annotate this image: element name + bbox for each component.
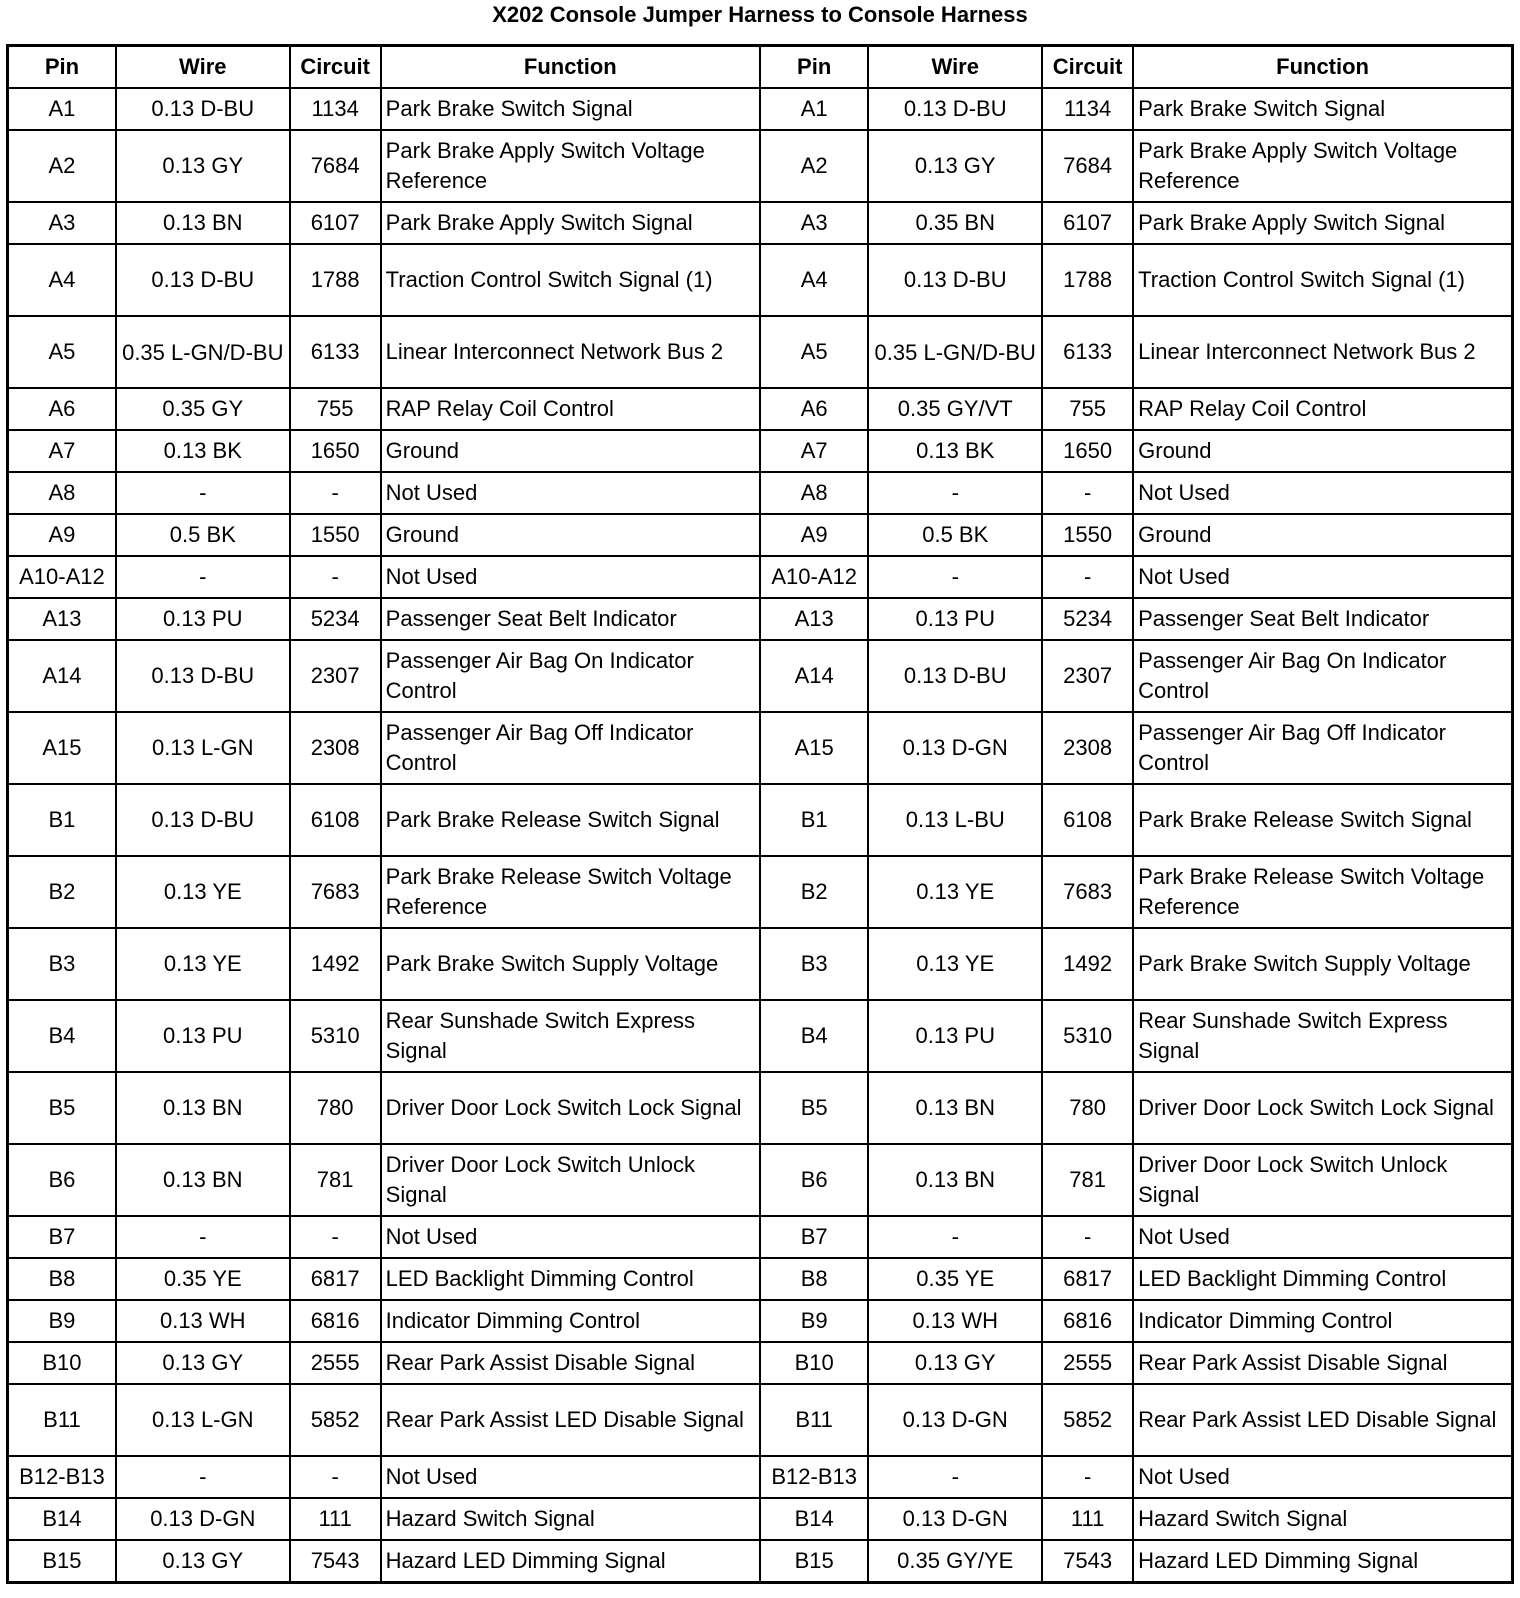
right-pin-cell: B15 (760, 1540, 868, 1583)
left-circuit-cell: 1788 (290, 244, 381, 316)
right-circuit-cell: 1134 (1042, 88, 1133, 130)
right-function-cell: Ground (1133, 514, 1512, 556)
left-pin-cell: A9 (8, 514, 116, 556)
right-function-cell: Hazard Switch Signal (1133, 1498, 1512, 1540)
table-row (8, 1072, 1513, 1144)
right-wire-cell: 0.13 GY (868, 1342, 1042, 1384)
right-wire-cell: - (868, 1216, 1042, 1258)
left-wire-cell: 0.13 GY (116, 1342, 290, 1384)
header-wire-right: Wire (868, 46, 1042, 89)
left-function-cell: Park Brake Apply Switch Signal (381, 202, 760, 244)
left-circuit-cell: 1492 (290, 928, 381, 1000)
left-circuit-cell: 7684 (290, 130, 381, 202)
right-function-cell: Passenger Air Bag Off Indicator Control (1133, 712, 1512, 784)
right-function-cell: Park Brake Switch Signal (1133, 88, 1512, 130)
left-pin-cell: A1 (8, 88, 116, 130)
right-pin-cell: A13 (760, 598, 868, 640)
left-circuit-cell: 5310 (290, 1000, 381, 1072)
right-circuit-cell: 1492 (1042, 928, 1133, 1000)
right-function-cell: Driver Door Lock Switch Lock Signal (1133, 1072, 1512, 1144)
right-function-cell: Park Brake Switch Supply Voltage (1133, 928, 1512, 1000)
left-function-cell: Park Brake Release Switch Signal (381, 784, 760, 856)
left-function-cell: Not Used (381, 1456, 760, 1498)
left-circuit-cell: 111 (290, 1498, 381, 1540)
left-pin-cell: B12-B13 (8, 1456, 116, 1498)
right-circuit-cell: 5310 (1042, 1000, 1133, 1072)
left-pin-cell: A14 (8, 640, 116, 712)
left-pin-cell: A6 (8, 388, 116, 430)
right-circuit-cell: 7543 (1042, 1540, 1133, 1583)
left-circuit-cell: 7543 (290, 1540, 381, 1583)
right-function-cell: Rear Sunshade Switch Express Signal (1133, 1000, 1512, 1072)
left-pin-cell: B9 (8, 1300, 116, 1342)
left-pin-cell: A4 (8, 244, 116, 316)
right-circuit-cell: 6817 (1042, 1258, 1133, 1300)
left-circuit-cell: - (290, 1456, 381, 1498)
right-wire-cell: 0.13 BN (868, 1144, 1042, 1216)
left-pin-cell: A3 (8, 202, 116, 244)
table-row (8, 1498, 1513, 1540)
right-function-cell: Linear Interconnect Network Bus 2 (1133, 316, 1512, 388)
right-function-cell: Not Used (1133, 472, 1512, 514)
right-wire-cell: 0.13 D-GN (868, 1384, 1042, 1456)
right-wire-cell: 0.5 BK (868, 514, 1042, 556)
left-pin-cell: B7 (8, 1216, 116, 1258)
left-wire-cell: 0.13 YE (116, 856, 290, 928)
right-pin-cell: B14 (760, 1498, 868, 1540)
left-circuit-cell: 6816 (290, 1300, 381, 1342)
left-wire-cell: 0.35 YE (116, 1258, 290, 1300)
table-row (8, 472, 1513, 514)
table-row (8, 1300, 1513, 1342)
left-function-cell: Ground (381, 430, 760, 472)
right-wire-cell: 0.13 D-BU (868, 88, 1042, 130)
left-pin-cell: B6 (8, 1144, 116, 1216)
left-function-cell: Hazard LED Dimming Signal (381, 1540, 760, 1583)
right-function-cell: Traction Control Switch Signal (1) (1133, 244, 1512, 316)
left-wire-cell: - (116, 556, 290, 598)
table-row (8, 556, 1513, 598)
left-wire-cell: 0.13 BN (116, 202, 290, 244)
right-function-cell: Park Brake Apply Switch Voltage Reference (1133, 130, 1512, 202)
right-function-cell: Not Used (1133, 1456, 1512, 1498)
left-circuit-cell: - (290, 1216, 381, 1258)
right-pin-cell: A4 (760, 244, 868, 316)
right-pin-cell: B12-B13 (760, 1456, 868, 1498)
left-function-cell: Park Brake Release Switch Voltage Reference (381, 856, 760, 928)
table-body (8, 88, 1513, 1583)
table-row (8, 316, 1513, 388)
right-pin-cell: B6 (760, 1144, 868, 1216)
right-function-cell: Park Brake Release Switch Signal (1133, 784, 1512, 856)
left-function-cell: Park Brake Switch Supply Voltage (381, 928, 760, 1000)
right-circuit-cell: 780 (1042, 1072, 1133, 1144)
left-pin-cell: B10 (8, 1342, 116, 1384)
table-row (8, 784, 1513, 856)
right-pin-cell: B10 (760, 1342, 868, 1384)
table-row (8, 244, 1513, 316)
right-circuit-cell: 5234 (1042, 598, 1133, 640)
right-pin-cell: B4 (760, 1000, 868, 1072)
header-circuit-right: Circuit (1042, 46, 1133, 89)
left-circuit-cell: - (290, 556, 381, 598)
right-function-cell: LED Backlight Dimming Control (1133, 1258, 1512, 1300)
left-pin-cell: B2 (8, 856, 116, 928)
right-pin-cell: B1 (760, 784, 868, 856)
left-wire-cell: 0.13 D-BU (116, 640, 290, 712)
left-circuit-cell: 6817 (290, 1258, 381, 1300)
right-circuit-cell: 6108 (1042, 784, 1133, 856)
right-pin-cell: A10-A12 (760, 556, 868, 598)
left-wire-cell: - (116, 1216, 290, 1258)
header-pin-right: Pin (760, 46, 868, 89)
left-function-cell: Driver Door Lock Switch Unlock Signal (381, 1144, 760, 1216)
left-circuit-cell: 781 (290, 1144, 381, 1216)
right-function-cell: Passenger Seat Belt Indicator (1133, 598, 1512, 640)
table-row (8, 388, 1513, 430)
left-function-cell: Linear Interconnect Network Bus 2 (381, 316, 760, 388)
right-circuit-cell: 1650 (1042, 430, 1133, 472)
right-circuit-cell: 2308 (1042, 712, 1133, 784)
right-wire-cell: 0.35 BN (868, 202, 1042, 244)
left-pin-cell: A10-A12 (8, 556, 116, 598)
left-circuit-cell: 6133 (290, 316, 381, 388)
right-circuit-cell: - (1042, 1216, 1133, 1258)
left-circuit-cell: 2308 (290, 712, 381, 784)
right-pin-cell: B2 (760, 856, 868, 928)
right-pin-cell: A9 (760, 514, 868, 556)
right-wire-cell: 0.13 BK (868, 430, 1042, 472)
header-function-right: Function (1133, 46, 1512, 89)
left-wire-cell: 0.13 PU (116, 598, 290, 640)
right-circuit-cell: 2307 (1042, 640, 1133, 712)
left-function-cell: LED Backlight Dimming Control (381, 1258, 760, 1300)
left-function-cell: Hazard Switch Signal (381, 1498, 760, 1540)
left-pin-cell: A15 (8, 712, 116, 784)
right-pin-cell: B8 (760, 1258, 868, 1300)
right-wire-cell: - (868, 1456, 1042, 1498)
table-row (8, 1000, 1513, 1072)
table-row (8, 640, 1513, 712)
left-wire-cell: 0.35 GY (116, 388, 290, 430)
left-circuit-cell: 1650 (290, 430, 381, 472)
header-wire-left: Wire (116, 46, 290, 89)
left-wire-cell: 0.13 GY (116, 130, 290, 202)
left-pin-cell: B14 (8, 1498, 116, 1540)
right-circuit-cell: 1550 (1042, 514, 1133, 556)
table-title: X202 Console Jumper Harness to Console Harness (492, 2, 1028, 27)
left-wire-cell: 0.13 D-BU (116, 244, 290, 316)
left-function-cell: Rear Park Assist Disable Signal (381, 1342, 760, 1384)
left-wire-cell: 0.13 GY (116, 1540, 290, 1583)
left-pin-cell: B15 (8, 1540, 116, 1583)
right-circuit-cell: - (1042, 1456, 1133, 1498)
left-pin-cell: B8 (8, 1258, 116, 1300)
right-wire-cell: 0.13 YE (868, 928, 1042, 1000)
right-function-cell: RAP Relay Coil Control (1133, 388, 1512, 430)
table-row (8, 88, 1513, 130)
right-pin-cell: B3 (760, 928, 868, 1000)
left-wire-cell: 0.13 D-GN (116, 1498, 290, 1540)
table-row (8, 1456, 1513, 1498)
right-wire-cell: 0.13 L-BU (868, 784, 1042, 856)
left-pin-cell: B5 (8, 1072, 116, 1144)
table-row (8, 130, 1513, 202)
right-function-cell: Not Used (1133, 556, 1512, 598)
pinout-table (6, 44, 1514, 1584)
right-function-cell: Park Brake Apply Switch Signal (1133, 202, 1512, 244)
right-circuit-cell: 1788 (1042, 244, 1133, 316)
right-pin-cell: A15 (760, 712, 868, 784)
right-function-cell: Rear Park Assist Disable Signal (1133, 1342, 1512, 1384)
left-pin-cell: A7 (8, 430, 116, 472)
right-circuit-cell: 6133 (1042, 316, 1133, 388)
left-function-cell: Not Used (381, 556, 760, 598)
table-row (8, 598, 1513, 640)
left-circuit-cell: 6108 (290, 784, 381, 856)
left-circuit-cell: - (290, 472, 381, 514)
right-pin-cell: A5 (760, 316, 868, 388)
right-circuit-cell: 755 (1042, 388, 1133, 430)
table-row (8, 856, 1513, 928)
right-pin-cell: A1 (760, 88, 868, 130)
header-pin-left: Pin (8, 46, 116, 89)
left-pin-cell: A2 (8, 130, 116, 202)
left-circuit-cell: 780 (290, 1072, 381, 1144)
table-row (8, 712, 1513, 784)
right-pin-cell: A2 (760, 130, 868, 202)
left-pin-cell: B3 (8, 928, 116, 1000)
right-wire-cell: 0.13 D-BU (868, 640, 1042, 712)
left-function-cell: Indicator Dimming Control (381, 1300, 760, 1342)
left-function-cell: Park Brake Switch Signal (381, 88, 760, 130)
left-function-cell: Rear Park Assist LED Disable Signal (381, 1384, 760, 1456)
left-function-cell: Rear Sunshade Switch Express Signal (381, 1000, 760, 1072)
right-function-cell: Hazard LED Dimming Signal (1133, 1540, 1512, 1583)
right-circuit-cell: 781 (1042, 1144, 1133, 1216)
right-wire-cell: 0.35 L-GN/D-BU (868, 316, 1042, 388)
right-wire-cell: 0.13 BN (868, 1072, 1042, 1144)
table-row (8, 202, 1513, 244)
right-wire-cell: 0.13 D-GN (868, 712, 1042, 784)
table-header (8, 46, 1513, 89)
header-circuit-left: Circuit (290, 46, 381, 89)
table-row (8, 1384, 1513, 1456)
right-function-cell: Driver Door Lock Switch Unlock Signal (1133, 1144, 1512, 1216)
left-function-cell: Driver Door Lock Switch Lock Signal (381, 1072, 760, 1144)
right-wire-cell: 0.13 GY (868, 130, 1042, 202)
left-wire-cell: - (116, 472, 290, 514)
right-wire-cell: - (868, 556, 1042, 598)
left-wire-cell: 0.13 L-GN (116, 1384, 290, 1456)
table-row (8, 1342, 1513, 1384)
right-pin-cell: A14 (760, 640, 868, 712)
table-row (8, 928, 1513, 1000)
right-pin-cell: A8 (760, 472, 868, 514)
right-circuit-cell: 5852 (1042, 1384, 1133, 1456)
left-circuit-cell: 7683 (290, 856, 381, 928)
left-wire-cell: 0.13 BK (116, 430, 290, 472)
left-wire-cell: 0.13 PU (116, 1000, 290, 1072)
right-pin-cell: A3 (760, 202, 868, 244)
left-function-cell: Passenger Seat Belt Indicator (381, 598, 760, 640)
left-function-cell: Passenger Air Bag On Indicator Control (381, 640, 760, 712)
left-pin-cell: B11 (8, 1384, 116, 1456)
left-pin-cell: B4 (8, 1000, 116, 1072)
right-circuit-cell: 6816 (1042, 1300, 1133, 1342)
left-circuit-cell: 2307 (290, 640, 381, 712)
left-circuit-cell: 755 (290, 388, 381, 430)
right-wire-cell: 0.13 YE (868, 856, 1042, 928)
left-function-cell: Not Used (381, 1216, 760, 1258)
left-wire-cell: 0.13 BN (116, 1144, 290, 1216)
left-wire-cell: 0.13 L-GN (116, 712, 290, 784)
header-function-left: Function (381, 46, 760, 89)
left-function-cell: Ground (381, 514, 760, 556)
right-wire-cell: 0.13 WH (868, 1300, 1042, 1342)
left-wire-cell: 0.13 BN (116, 1072, 290, 1144)
right-wire-cell: 0.13 D-GN (868, 1498, 1042, 1540)
left-wire-cell: - (116, 1456, 290, 1498)
table-row (8, 1540, 1513, 1583)
right-function-cell: Not Used (1133, 1216, 1512, 1258)
left-wire-cell: 0.13 YE (116, 928, 290, 1000)
left-circuit-cell: 6107 (290, 202, 381, 244)
left-circuit-cell: 1550 (290, 514, 381, 556)
right-circuit-cell: 7683 (1042, 856, 1133, 928)
left-function-cell: Passenger Air Bag Off Indicator Control (381, 712, 760, 784)
right-pin-cell: B11 (760, 1384, 868, 1456)
left-circuit-cell: 2555 (290, 1342, 381, 1384)
table-row (8, 1258, 1513, 1300)
left-pin-cell: B1 (8, 784, 116, 856)
left-pin-cell: A8 (8, 472, 116, 514)
right-circuit-cell: - (1042, 472, 1133, 514)
right-circuit-cell: 2555 (1042, 1342, 1133, 1384)
right-wire-cell: - (868, 472, 1042, 514)
right-wire-cell: 0.13 PU (868, 598, 1042, 640)
left-wire-cell: 0.13 WH (116, 1300, 290, 1342)
left-function-cell: Traction Control Switch Signal (1) (381, 244, 760, 316)
right-pin-cell: A7 (760, 430, 868, 472)
right-function-cell: Ground (1133, 430, 1512, 472)
right-pin-cell: B9 (760, 1300, 868, 1342)
left-circuit-cell: 5234 (290, 598, 381, 640)
left-function-cell: Not Used (381, 472, 760, 514)
right-wire-cell: 0.35 GY/YE (868, 1540, 1042, 1583)
left-wire-cell: 0.35 L-GN/D-BU (116, 316, 290, 388)
left-circuit-cell: 5852 (290, 1384, 381, 1456)
right-circuit-cell: 6107 (1042, 202, 1133, 244)
right-circuit-cell: 111 (1042, 1498, 1133, 1540)
right-pin-cell: B7 (760, 1216, 868, 1258)
table-row (8, 430, 1513, 472)
right-wire-cell: 0.13 D-BU (868, 244, 1042, 316)
right-pin-cell: B5 (760, 1072, 868, 1144)
left-pin-cell: A13 (8, 598, 116, 640)
right-wire-cell: 0.35 YE (868, 1258, 1042, 1300)
left-pin-cell: A5 (8, 316, 116, 388)
left-function-cell: RAP Relay Coil Control (381, 388, 760, 430)
right-pin-cell: A6 (760, 388, 868, 430)
right-function-cell: Indicator Dimming Control (1133, 1300, 1512, 1342)
left-circuit-cell: 1134 (290, 88, 381, 130)
right-circuit-cell: - (1042, 556, 1133, 598)
table-row (8, 514, 1513, 556)
table-row (8, 1144, 1513, 1216)
left-wire-cell: 0.5 BK (116, 514, 290, 556)
table-row (8, 1216, 1513, 1258)
left-wire-cell: 0.13 D-BU (116, 88, 290, 130)
right-circuit-cell: 7684 (1042, 130, 1133, 202)
right-function-cell: Rear Park Assist LED Disable Signal (1133, 1384, 1512, 1456)
right-function-cell: Park Brake Release Switch Voltage Reference (1133, 856, 1512, 928)
right-wire-cell: 0.13 PU (868, 1000, 1042, 1072)
right-wire-cell: 0.35 GY/VT (868, 388, 1042, 430)
left-wire-cell: 0.13 D-BU (116, 784, 290, 856)
left-function-cell: Park Brake Apply Switch Voltage Reference (381, 130, 760, 202)
right-function-cell: Passenger Air Bag On Indicator Control (1133, 640, 1512, 712)
